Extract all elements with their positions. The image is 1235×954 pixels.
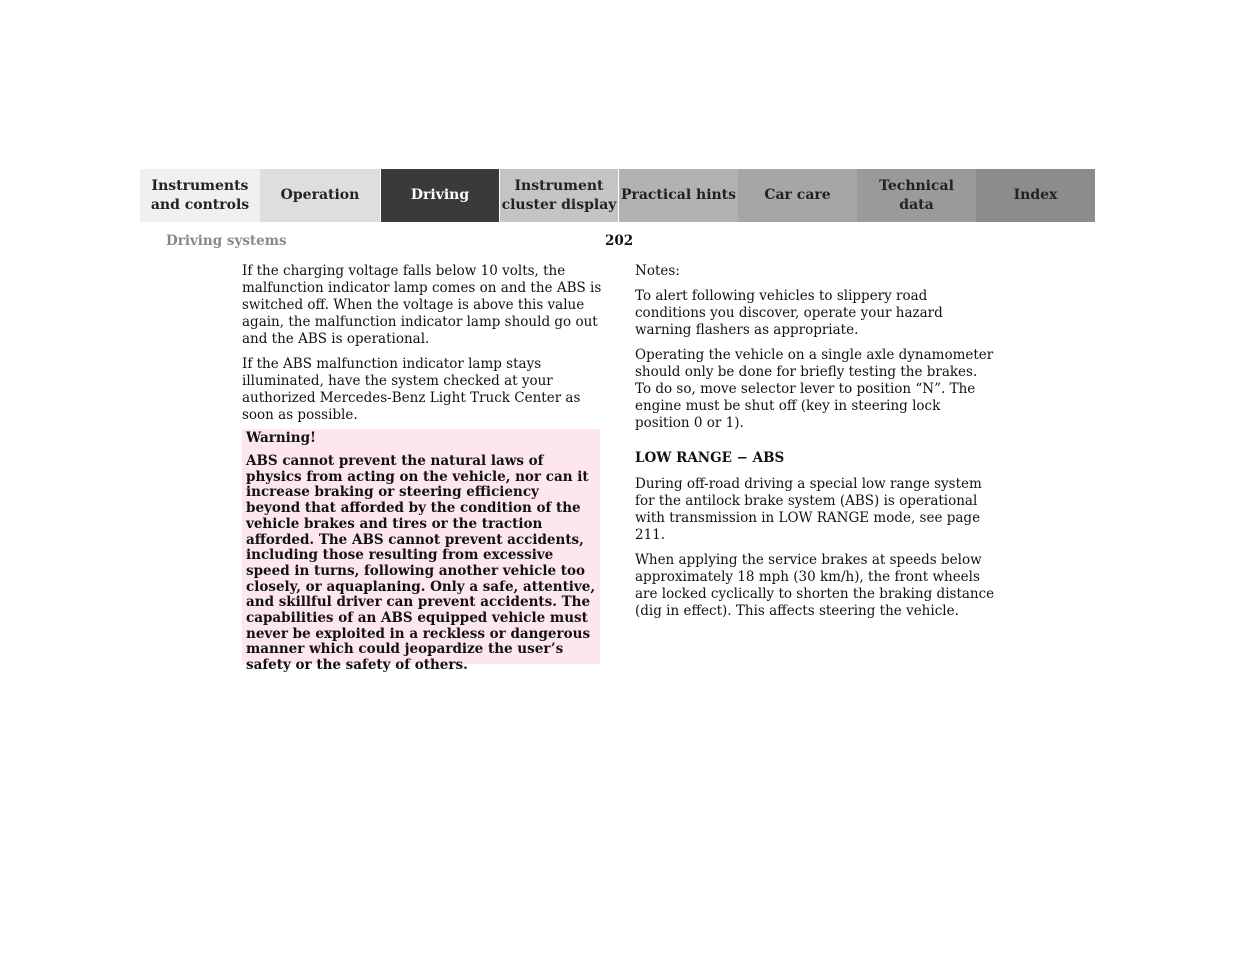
paragraph: When applying the service brakes at speeds below approximately 18 mph (30 km/h), the front wheels are locked cyclically to shorten the braking distance (dig in effect). This affects steering the vehicle. <box>635 552 995 619</box>
tab-car-care[interactable]: Car care <box>738 169 857 222</box>
note-item: Operating the vehicle on a single axle dynamometer should only be done for briefly testing the brakes. To do so, move selector lever to position “N”. The engine must be shut off (key in steering lock position 0 or 1). <box>635 347 994 431</box>
tab-practical-hints[interactable]: Practical hints <box>618 169 738 222</box>
paragraph: If the charging voltage falls below 10 volts, the malfunction indicator lamp comes on and the ABS is switched off. When the voltage is above this value again, the malfunction indicator lamp should go out and the ABS is operational. <box>242 263 602 347</box>
page-number: 202 <box>605 233 634 249</box>
tab-index[interactable]: Index <box>976 169 1095 222</box>
section-title: Driving systems <box>166 233 287 249</box>
tab-instrument-cluster-display[interactable]: Instrument cluster display <box>499 169 618 222</box>
tab-instruments-and-controls[interactable]: Instruments and controls <box>140 169 260 222</box>
warning-box <box>242 429 600 674</box>
warning-text: ABS cannot prevent the natural laws of physics from acting on the vehicle, nor can it increase braking or steering efficiency beyond that afforded by the condition of the vehicle brakes and tires or the traction afforded. The ABS cannot prevent accidents, including those resulting from excessive speed in turns, following another vehicle too closely, or aquaplaning. Only a safe, attentive, and skillful driver can prevent accidents. The capabilities of an ABS equipped vehicle must never be exploited in a reckless or dangerous manner which could jeopardize the user’s safety or the safety of others. <box>246 453 596 674</box>
paragraph: If the ABS malfunction indicator lamp stays illuminated, have the system checked at your authorized Mercedes-Benz Light Truck Center as soon as possible. <box>242 356 581 423</box>
paragraph: During off-road driving a special low range system for the antilock brake system (ABS) is operational with transmission in LOW RANGE mode, see page 211. <box>635 476 982 543</box>
tab-operation[interactable]: Operation <box>260 169 380 222</box>
subheading-low-range-abs: LOW RANGE − ABS <box>635 450 785 466</box>
chapter-nav <box>140 169 1095 222</box>
left-column <box>242 263 604 432</box>
warning-title: Warning! <box>246 430 316 446</box>
tab-technical-data[interactable]: Technical data <box>857 169 976 222</box>
notes-label: Notes: <box>635 263 680 279</box>
note-item: To alert following vehicles to slippery road conditions you discover, operate your hazard warning flashers as appropriate. <box>635 288 943 338</box>
right-column <box>635 263 997 628</box>
tab-driving[interactable]: Driving <box>380 169 499 222</box>
